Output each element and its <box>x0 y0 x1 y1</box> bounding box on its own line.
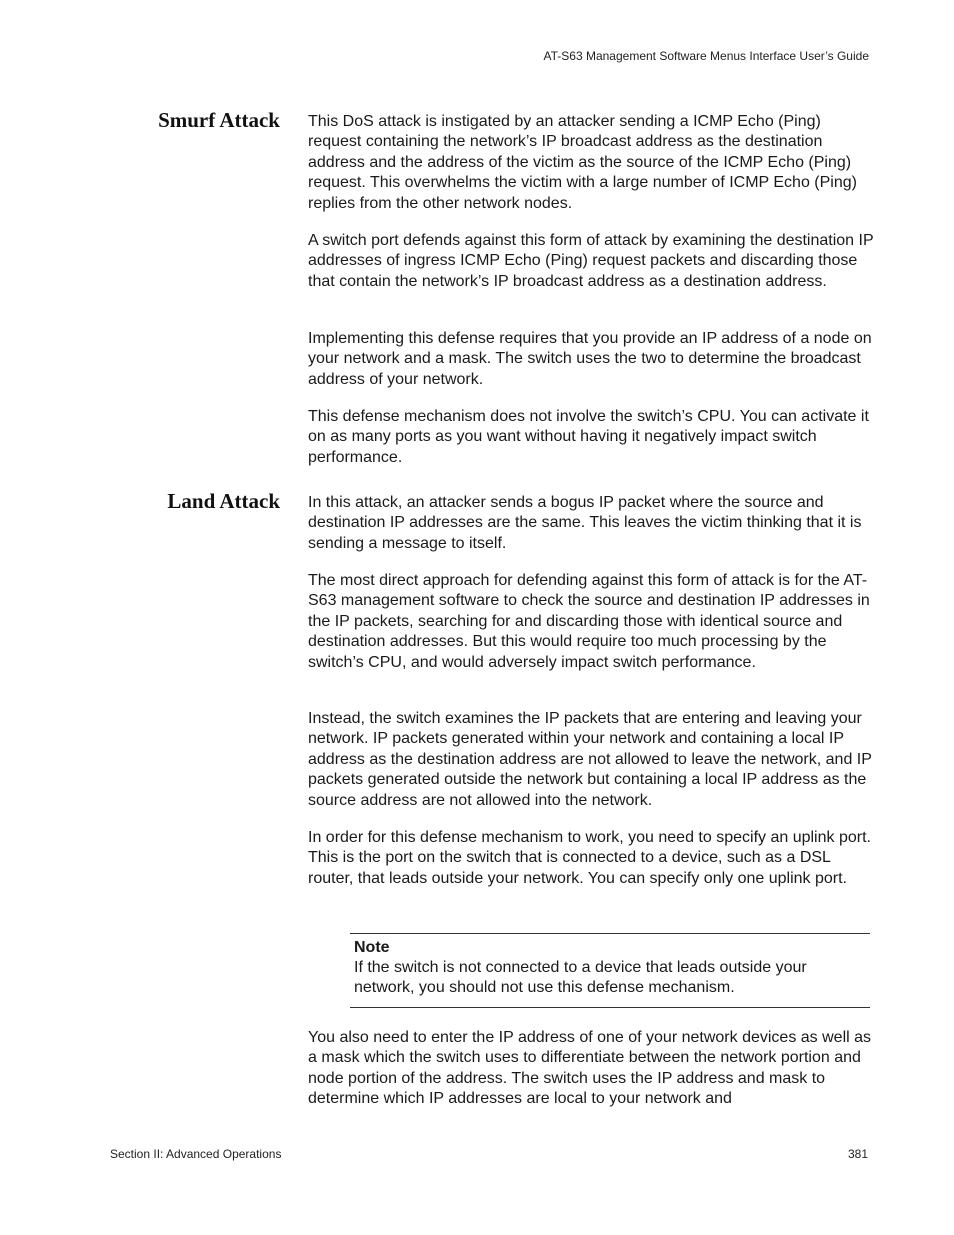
paragraph: Instead, the switch examines the IP packets that are entering and leaving your network. IP packets generated within your network and containing a local IP address as the destination address are not allowed to leave the network, and IP packets generated outside the network but containing a local IP address as the source address are not allowed into the network. <box>308 710 872 809</box>
land-attack-body <box>308 493 874 554</box>
smurf-attack-body-4 <box>308 407 874 468</box>
land-attack-body-2 <box>308 571 874 673</box>
land-attack-body-4 <box>308 828 874 889</box>
footer-section-label: Section II: Advanced Operations <box>110 1147 282 1161</box>
note-label: Note <box>354 939 390 956</box>
paragraph: Implementing this defense requires that you provide an IP address of a node on your network and a mask. The switch uses the two to determine the broadcast address of your network. <box>308 330 872 388</box>
land-attack-body-3 <box>308 709 874 811</box>
note-box <box>350 933 870 1008</box>
smurf-attack-body-2 <box>308 231 874 292</box>
section-title-land-attack: Land Attack <box>167 489 280 513</box>
paragraph: You also need to enter the IP address of one of your network devices as well as a mask which the switch uses to differentiate between the network portion and node portion of the address. The switch uses the IP address and mask to determine which IP addresses are local to your network and <box>308 1029 872 1108</box>
smurf-attack-body-3 <box>308 329 874 390</box>
running-header: AT-S63 Management Software Menus Interface User’s Guide <box>543 49 869 63</box>
note-text: If the switch is not connected to a device that leads outside your network, you should not use this defense mechanism. <box>354 959 807 997</box>
paragraph: This defense mechanism does not involve the switch’s CPU. You can activate it on as many ports as you want without having it negatively impact switch performance. <box>308 408 869 466</box>
section-title-smurf-attack: Smurf Attack <box>158 108 280 132</box>
smurf-attack-body <box>308 112 874 214</box>
paragraph: In order for this defense mechanism to work, you need to specify an uplink port. This is the port on the switch that is connected to a device, such as a DSL router, that leads outside your network. You can specify only one uplink port. <box>308 829 871 887</box>
land-attack-body-5 <box>308 1028 874 1110</box>
paragraph: The most direct approach for defending against this form of attack is for the AT-S63 management software to check the source and destination IP addresses in the IP packets, searching for and discarding those with identical source and destination addresses. But this would require too much processing by the switch’s CPU, and would adversely impact switch performance. <box>308 572 870 671</box>
paragraph: This DoS attack is instigated by an attacker sending a ICMP Echo (Ping) request containing the network’s IP broadcast address as the destination address and the address of the victim as the source of the ICMP Echo (Ping) request. This overwhelms the victim with a large number of ICMP Echo (Ping) replies from the other network nodes. <box>308 113 857 212</box>
paragraph: In this attack, an attacker sends a bogus IP packet where the source and destination IP addresses are the same. This leaves the victim thinking that it is sending a message to itself. <box>308 494 862 552</box>
paragraph: A switch port defends against this form of attack by examining the destination IP addresses of ingress ICMP Echo (Ping) request packets and discarding those that contain the network’s IP broadcast address as a destination address. <box>308 232 874 290</box>
page-number: 381 <box>847 1147 868 1161</box>
